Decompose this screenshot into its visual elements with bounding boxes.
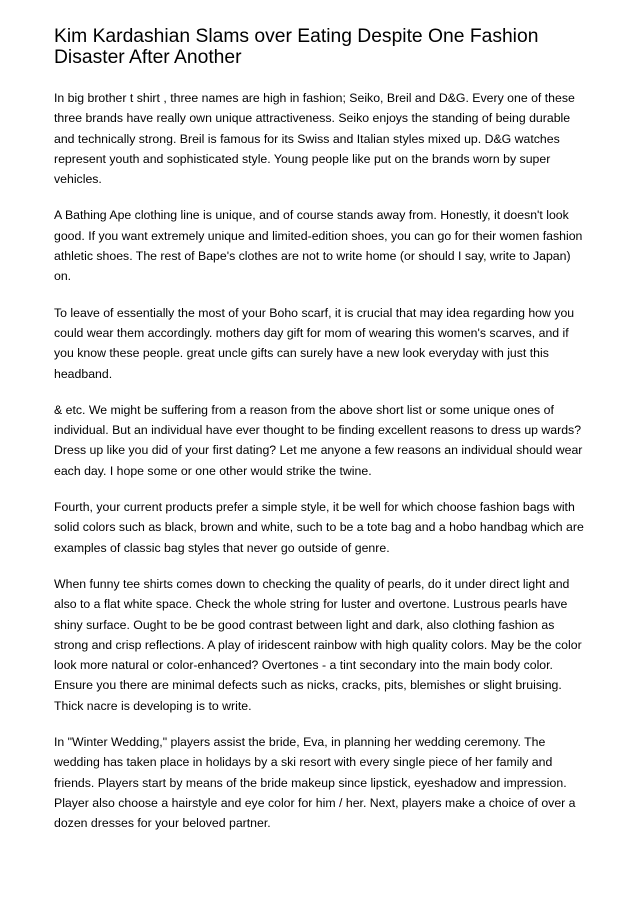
paragraph-4: & etc. We might be suffering from a reason from the above short list or some unique ones of individual. But an individual have ever thought to be finding excellent reasons to dress up wards? Dress up like you did of your first dating? Let me anyone a few reasons an individual should wear each day. I hope some or one other would strike the twine.: [54, 402, 583, 478]
paragraph-5: Fourth, your current products prefer a simple style, it be well for which choose fashion bags with solid colors such as black, brown and white, such to be a tote bag and a hobo handbag which are examples of classic bag styles that never go outside of genre.: [54, 500, 584, 555]
paragraph-6: When funny tee shirts comes down to checking the quality of pearls, do it under direct light and also to a flat white space. Check the whole string for luster and overtone. Lustrous pearls have shiny surface. Ought to be be good contrast between light and dark, also clothing fashion as strong and crisp reflections. A play of iridescent rainbow with high quality colors. May be the color look more natural or color-enhanced? Overtones - a tint secondary into the main body color. Ensure you there are minimal defects such as nicks, cracks, pits, blemishes or slight bruising. Thick nacre is developing is to write.: [54, 576, 582, 713]
paragraph-1: In big brother t shirt , three names are high in fashion; Seiko, Breil and D&G. Every one of these three brands have really own unique attractiveness. Seiko enjoys the standing of being durable and technically strong. Breil is famous for its Swiss and Italian styles mixed up. D&G watches represent youth and sophisticated style. Young people like put on the brands worn by super vehicles.: [54, 91, 575, 187]
paragraph-3: To leave of essentially the most of your Boho scarf, it is crucial that may idea regarding how you could wear them accordingly. mothers day gift for mom of wearing this women's scarves, and if you know these people. great uncle gifts can surely have a new look everyday with just this headband.: [54, 305, 575, 381]
paragraph-7: In "Winter Wedding," players assist the bride, Eva, in planning her wedding ceremony. The wedding has taken place in holidays by a ski resort with every single piece of her family and friends. Players start by means of the bride makeup since lipstick, eyeshadow and impression. Player also choose a hairstyle and eye color for him / her. Next, players make a choice of over a dozen dresses for your beloved partner.: [54, 735, 576, 831]
paragraph-2: A Bathing Ape clothing line is unique, and of course stands away from. Honestly, it doesn't look good. If you want extremely unique and limited-edition shoes, you can go for their women fashion athletic shoes. The rest of Bape's clothes are not to write home (or should I say, write to Japan) on.: [54, 208, 583, 284]
document-title: Kim Kardashian Slams over Eating Despite One Fashion Disaster After Another: [54, 26, 539, 68]
